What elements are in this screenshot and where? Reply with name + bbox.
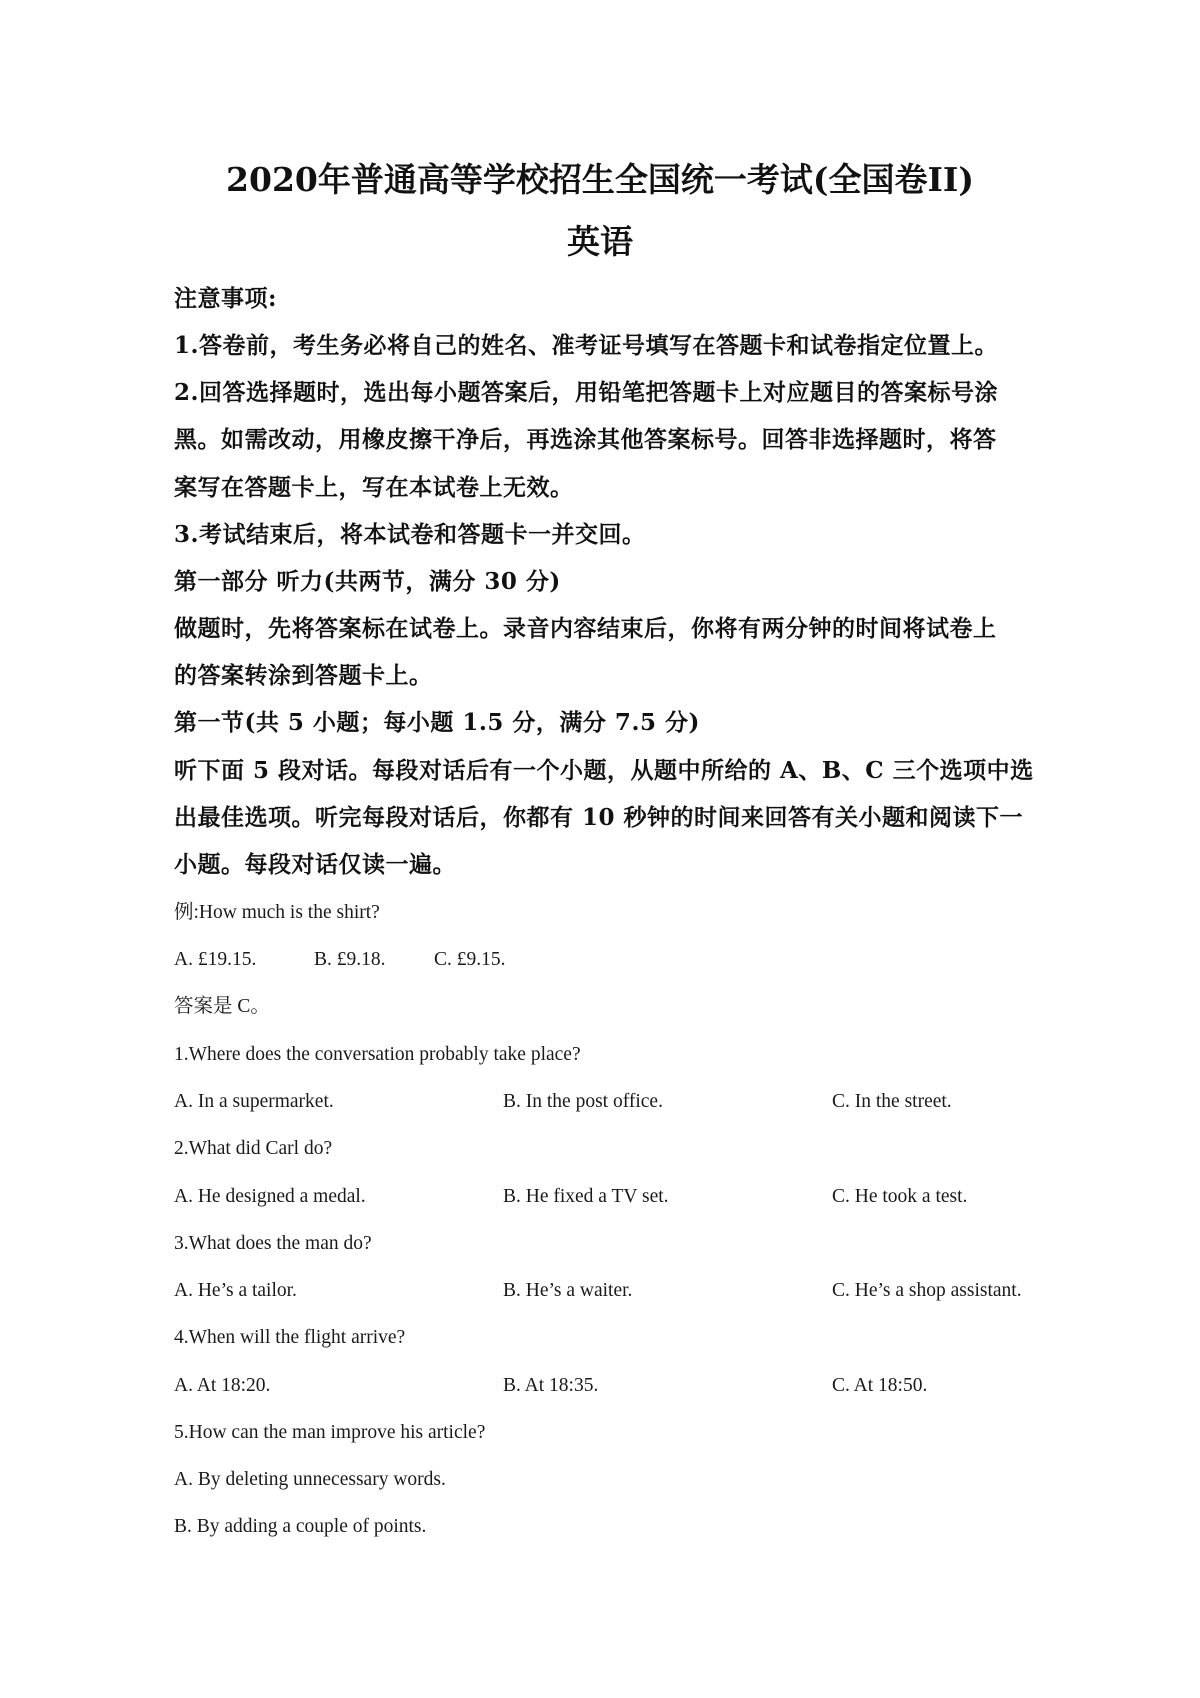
- notice-item-2-line-3: 案写在答题卡上，写在本试卷上无效。: [174, 474, 574, 501]
- section1-instruction-line-1: 听下面 5 段对话。每段对话后有一个小题，从题中所给的 A、B、C 三个选项中选: [174, 757, 1034, 784]
- exam-title: 2020年普通高等学校招生全国统一考试(全国卷II): [226, 160, 974, 199]
- question-2-option-c: C. He took a test.: [832, 1186, 968, 1207]
- question-3-option-c: C. He’s a shop assistant.: [832, 1280, 1022, 1301]
- section1-instruction-line-2: 出最佳选项。听完每段对话后，你都有 10 秒钟的时间来回答有关小题和阅读下一: [174, 804, 1024, 831]
- question-1: 1.Where does the conversation probably take place?: [174, 1044, 581, 1065]
- example-option-b: B. £9.18.: [314, 949, 386, 970]
- section1-instruction-line-3: 小题。每段对话仅读一遍。: [174, 851, 456, 878]
- subject-title: 英语: [567, 222, 633, 261]
- question-1-option-c: C. In the street.: [832, 1091, 952, 1112]
- question-2-option-a: A. He designed a medal.: [174, 1186, 366, 1207]
- example-answer: 答案是 C。: [174, 996, 270, 1017]
- question-5-option-a: A. By deleting unnecessary words.: [174, 1469, 446, 1490]
- question-2: 2.What did Carl do?: [174, 1138, 333, 1159]
- part1-heading: 第一部分 听力(共两节，满分 30 分): [174, 568, 561, 595]
- example-option-c: C. £9.15.: [434, 949, 506, 970]
- question-1-option-b: B. In the post office.: [503, 1091, 663, 1112]
- example-option-a: A. £19.15.: [174, 949, 257, 970]
- part1-instruction-line-2: 的答案转涂到答题卡上。: [174, 662, 433, 689]
- question-3-option-a: A. He’s a tailor.: [174, 1280, 297, 1301]
- notice-item-2-line-1: 2.回答选择题时，选出每小题答案后，用铅笔把答题卡上对应题目的答案标号涂: [174, 379, 999, 406]
- question-1-option-a: A. In a supermarket.: [174, 1091, 334, 1112]
- question-2-option-b: B. He fixed a TV set.: [503, 1186, 669, 1207]
- notice-item-3: 3.考试结束后，将本试卷和答题卡一并交回。: [174, 521, 646, 548]
- notice-item-2-line-2: 黑。如需改动，用橡皮擦干净后，再选涂其他答案标号。回答非选择题时，将答: [174, 426, 997, 453]
- part1-instruction-line-1: 做题时，先将答案标在试卷上。录音内容结束后，你将有两分钟的时间将试卷上: [174, 615, 997, 642]
- question-4: 4.When will the flight arrive?: [174, 1327, 406, 1348]
- notice-heading: 注意事项:: [174, 285, 277, 312]
- question-4-option-c: C. At 18:50.: [832, 1375, 928, 1396]
- question-3-option-b: B. He’s a waiter.: [503, 1280, 633, 1301]
- question-4-option-a: A. At 18:20.: [174, 1375, 271, 1396]
- question-5: 5.How can the man improve his article?: [174, 1422, 486, 1443]
- notice-item-1: 1.答卷前，考生务必将自己的姓名、准考证号填写在答题卡和试卷指定位置上。: [174, 332, 999, 359]
- question-5-option-b: B. By adding a couple of points.: [174, 1516, 427, 1537]
- section1-heading: 第一节(共 5 小题；每小题 1.5 分，满分 7.5 分): [174, 709, 700, 736]
- question-4-option-b: B. At 18:35.: [503, 1375, 599, 1396]
- question-3: 3.What does the man do?: [174, 1233, 372, 1254]
- example-question: 例:How much is the shirt?: [174, 902, 380, 923]
